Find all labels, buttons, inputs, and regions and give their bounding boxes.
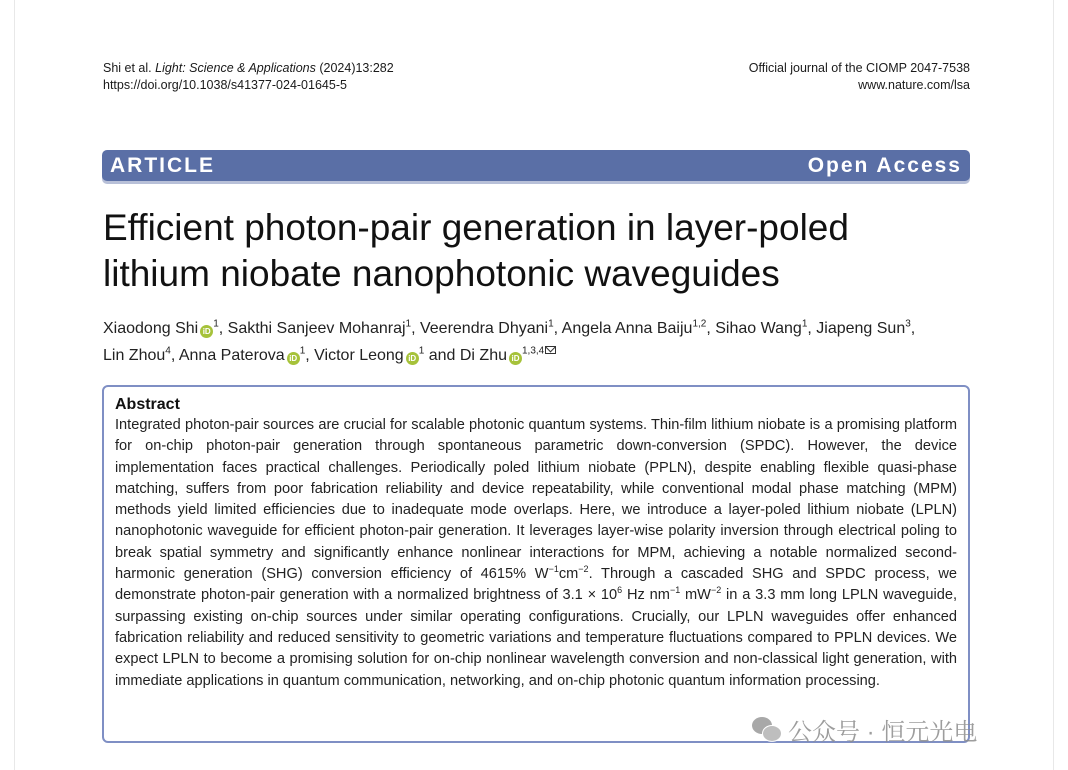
author[interactable]: Victor Leong $iD^1$ — [314, 345, 425, 364]
author[interactable]: Di Zhu iD$^{1,3,4}$ — [460, 347, 556, 364]
title-line-2: lithium niobate nanophotonic waveguides — [103, 253, 780, 294]
journal-info-block — [749, 60, 970, 94]
orcid-icon[interactable]: iD — [287, 352, 300, 365]
email-envelope-icon[interactable] — [545, 346, 556, 354]
author[interactable]: Sihao Wang$^1$ — [715, 318, 808, 337]
article-banner — [102, 150, 970, 181]
title-line-1: Efficient photon-pair generation in layer-poled — [103, 207, 849, 248]
abstract-text: Integrated photon-pair sources are crucial for scalable photonic quantum systems. Thin-film lithium niobate is a promising platform for on-chip photon-pair generation through spontaneous parametric down-conversion (SPDC). However, the device implementation faces practical challenges. Periodically poled lithium niobate (PPLN), despite enabling flexible quasi-phase matching, suffers from poor fabrication reliability and device repeatability, while conventional modal phase matching (MPM) methods yield limited efficiencies due to inadequate mode overlaps. Here, we introduce a layer-poled lithium niobate (LPLN) nanophotonic waveguide for efficient photon-pair generation. It leverages layer-wise polarity inversion through electrical poling to break spatial symmetry and significantly enhance nonlinear interactions for MPM, achieving a notable normalized second-harmonic generation (SHG) conversion efficiency of 4615% $W^{-1}cm^{-2}$. Through a cascaded SHG and SPDC process, we demonstrate photon-pair generation with a normalized brightness of $3.1 \times 10^6$ Hz $nm^{-1}$ $mW^{-2}$ in a 3.3 mm long LPLN waveguide, surpassing existing on-chip sources under similar operating configurations. Crucially, our LPLN waveguides offer enhanced fabrication reliability and reduced sensitivity to geometric variations and temperature fluctuations compared to PPLN devices. We expect LPLN to become a promising solution for on-chip nonlinear wavelength conversion and non-classical light generation, with immediate applications in quantum communication, networking, and on-chip photonic quantum information processing. — [115, 417, 958, 689]
official-journal-text: Official journal of the CIOMP 2047-7538 — [748, 61, 970, 75]
orcid-icon[interactable]: iD — [509, 352, 522, 365]
abstract-box — [102, 385, 970, 743]
doi-link[interactable]: https://doi.org/10.1038/s41377-024-01645-5 — [103, 78, 347, 92]
citation-prefix: Shi et al. — [103, 61, 156, 75]
author[interactable]: Xiaodong Shi $iD^1$ — [103, 318, 219, 337]
wechat-icon — [752, 717, 782, 743]
open-access-label: Open Access — [807, 153, 962, 177]
orcid-icon[interactable]: iD — [406, 352, 419, 365]
citation-block — [103, 60, 394, 94]
author[interactable]: Sakthi Sanjeev Mohanraj$^1$ — [227, 318, 412, 337]
watermark — [752, 712, 977, 747]
citation-suffix: (2024)13:282 — [315, 61, 394, 75]
journal-name: Light: Science & Applications — [155, 61, 316, 75]
author[interactable]: Jiapeng Sun$^3$ — [816, 318, 911, 337]
author[interactable]: Lin Zhou$^4$ — [103, 345, 171, 364]
citation-line — [103, 60, 394, 77]
author[interactable]: Anna Paterova $iD^1$ — [178, 345, 306, 364]
author[interactable]: Veerendra Dhyani$^1$ — [419, 318, 554, 337]
orcid-icon[interactable]: iD — [200, 325, 213, 338]
abstract-heading: Abstract — [115, 396, 180, 413]
journal-website-link[interactable]: www.nature.com/lsa — [858, 78, 970, 92]
author-list: Xiaodong Shi $iD^1$, Sakthi Sanjeev Mohanraj$^1$, Veerendra Dhyani$^1$, Angela Anna Baiju$^{1,2}$, Sihao Wang$^1$, Jiapeng Sun$^3$, Lin Zhou$^4$, Anna Paterova $iD^1$, Victor Leong $iD^1$ and Di Zhu iD$^{1,3,4}$ — [103, 318, 916, 364]
author[interactable]: Angela Anna Baiju$^{1,2}$ — [561, 318, 707, 337]
watermark-text: 公众号 · 恒元光电 — [788, 719, 978, 746]
article-type-label: ARTICLE — [110, 153, 215, 177]
paper-title — [103, 205, 983, 297]
author-conjunction: and — [428, 347, 456, 364]
